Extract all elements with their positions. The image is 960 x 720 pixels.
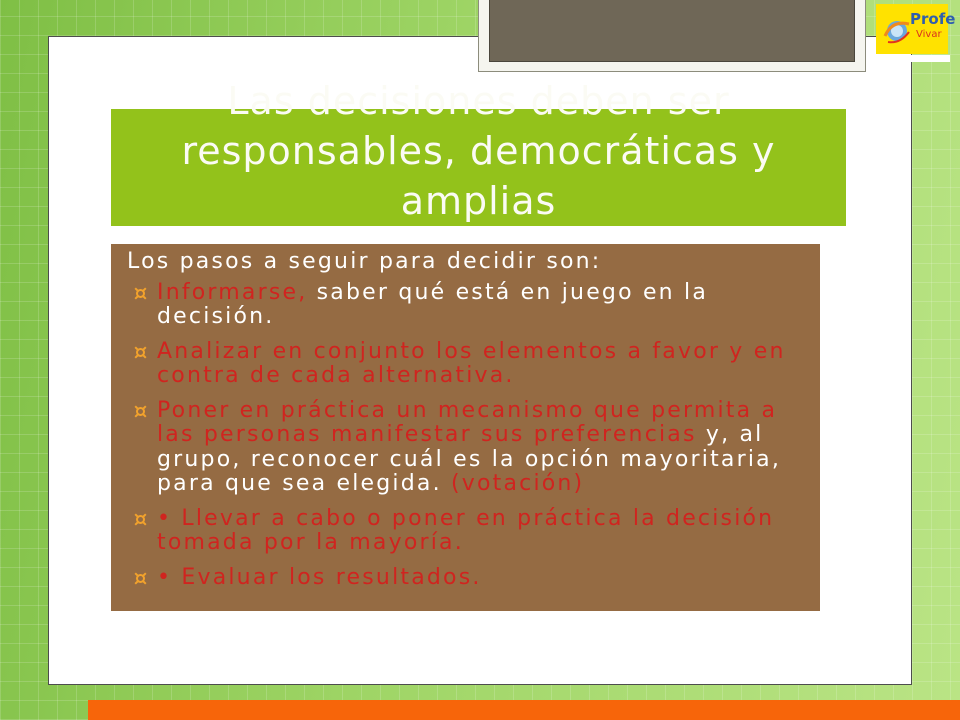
list-item — [127, 281, 810, 330]
step-text: saber qué está en juego en la decisión. — [157, 279, 709, 329]
picture-frame — [478, 0, 866, 72]
slide-title — [111, 79, 846, 226]
ring-bullet-icon — [134, 405, 147, 418]
steps-intro: Los pasos a seguir para decidir son: — [127, 249, 602, 274]
globe-icon — [882, 16, 912, 46]
step-text-emphasis: (votación) — [441, 471, 585, 496]
bottom-accent-bar — [88, 700, 960, 720]
ring-bullet-icon — [134, 287, 147, 300]
logo-underline — [910, 55, 950, 62]
picture-placeholder — [489, 0, 855, 62]
step-text-emphasis: • Evaluar los resultados. — [157, 564, 482, 590]
step-text-emphasis: • Llevar a cabo o poner en práctica la decisión tomada por la mayoría. — [157, 505, 775, 555]
content-panel — [111, 244, 820, 611]
title-line-1: Las decisiones deben ser — [227, 79, 730, 123]
ring-bullet-icon — [134, 572, 147, 585]
title-line-3: amplias — [400, 179, 557, 223]
logo-text-vivar: Vivar — [916, 29, 942, 40]
step-text-emphasis: Informarse, — [157, 279, 308, 305]
ring-bullet-icon — [134, 513, 147, 526]
ring-bullet-icon — [134, 346, 147, 359]
step-text-emphasis: Analizar en conjunto los elementos a favor y en contra de cada alternativa. — [157, 338, 786, 388]
steps-list — [127, 281, 810, 591]
list-item — [127, 566, 810, 591]
profe-vivar-logo — [876, 4, 956, 54]
list-item — [127, 399, 810, 497]
step-text: y, al grupo, reconocer cuál es la opción mayoritaria, para que sea elegida. — [157, 422, 782, 496]
step-text-emphasis: Poner en práctica un mecanismo que permita a las personas manifestar sus preferencias — [157, 397, 778, 447]
logo-text-profe: Profe — [910, 10, 956, 28]
list-item — [127, 340, 810, 389]
slide-title-text — [111, 76, 846, 226]
title-line-2: responsables, democráticas y — [181, 129, 776, 173]
list-item — [127, 507, 810, 556]
